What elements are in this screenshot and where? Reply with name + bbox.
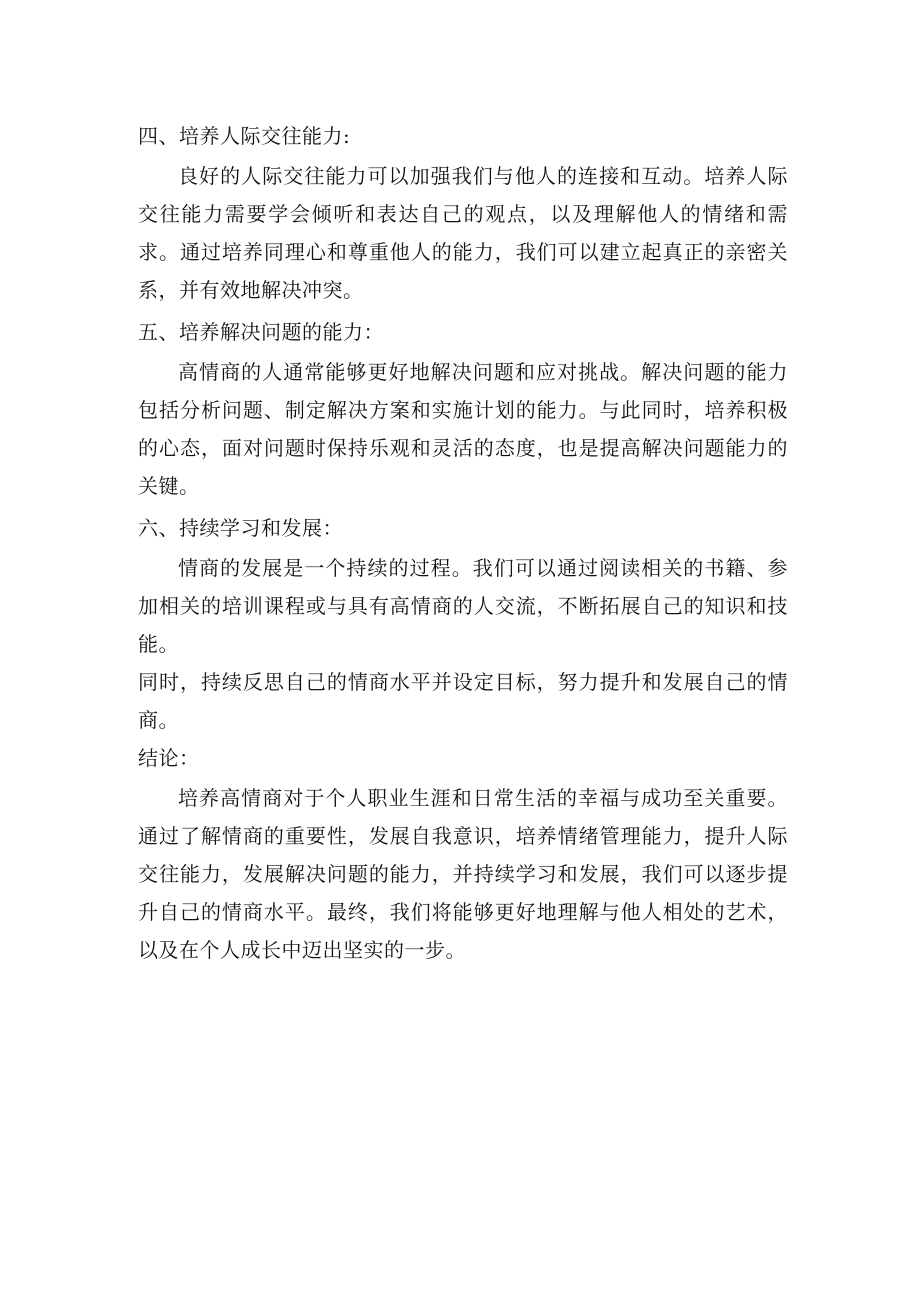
paragraph-continuous-learning: 情商的发展是一个持续的过程。我们可以通过阅读相关的书籍、参加相关的培训课程或与具有高情商的人交流，不断拓展自己的知识和技能。 [138,556,788,656]
document-page [138,117,788,969]
paragraph-problem-solving: 高情商的人通常能够更好地解决问题和应对挑战。解决问题的能力包括分析问题、制定解决方案和实施计划的能力。与此同时，培养积极的心态，面对问题时保持乐观和灵活的态度，也是提高解决问题能力的关键。 [138,360,788,498]
section-heading-interpersonal: 四、培养人际交往能力: [138,124,351,148]
paragraph-continuous-learning-continued: 同时，持续反思自己的情商水平并设定目标，努力提升和发展自己的情商。 [138,670,788,732]
paragraph-interpersonal: 良好的人际交往能力可以加强我们与他人的连接和互动。培养人际交往能力需要学会倾听和表达自己的观点，以及理解他人的情绪和需求。通过培养同理心和尊重他人的能力，我们可以建立起真正的亲密关系，并有效地解决冲突。 [138,164,788,302]
paragraph-conclusion: 培养高情商对于个人职业生涯和日常生活的幸福与成功至关重要。通过了解情商的重要性，发展自我意识，培养情绪管理能力，提升人际交往能力，发展解决问题的能力，并持续学习和发展，我们可以逐步提升自己的情商水平。最终，我们将能够更好地理解与他人相处的艺术，以及在个人成长中迈出坚实的一步。 [138,786,788,962]
section-heading-problem-solving: 五、培养解决问题的能力： [138,320,384,344]
section-heading-conclusion: 结论： [138,746,200,770]
section-heading-continuous-learning: 六、持续学习和发展： [138,516,343,540]
